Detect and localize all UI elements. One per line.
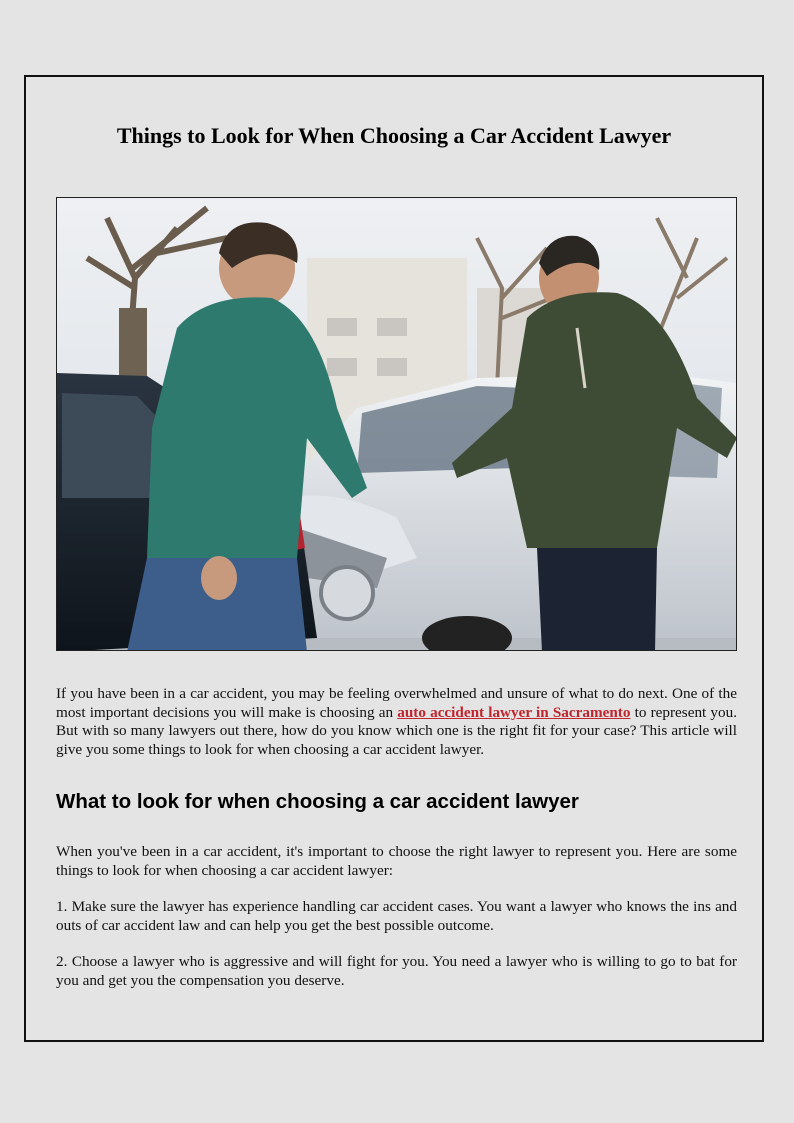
- document-page: [24, 75, 764, 1042]
- page-title: Things to Look for When Choosing a Car Accident Lawyer: [116, 123, 672, 148]
- intro-text-start: If you have been in a car accident, you may be feeling overwhelmed and unsure of what to do next. One of the most important decisions you will make is choosing an: [56, 685, 737, 721]
- accident-photo: [56, 197, 737, 651]
- section-heading: What to look for when choosing a car accident lawyer: [56, 790, 579, 813]
- sacramento-lawyer-link[interactable]: auto accident lawyer in Sacramento: [397, 703, 631, 721]
- intro-paragraph: [56, 685, 737, 759]
- list-item: 2. Choose a lawyer who is aggressive and will fight for you. You need a lawyer who is willing to go to bat for you and get you the compensation you deserve.: [56, 953, 737, 989]
- section-paragraph: When you've been in a car accident, it's important to choose the right lawyer to represent you. Here are some things to look for when choosing a car accident lawyer:: [56, 843, 737, 879]
- intro-text-end: to represent you. But with so many lawyers out there, how do you know which one is the right fit for your case? This article will give you some things to look for when choosing a car accident lawyer.: [56, 703, 738, 758]
- list-item: 1. Make sure the lawyer has experience handling car accident cases. You want a lawyer who knows the ins and outs of car accident law and can help you get the best possible outcome.: [56, 898, 737, 934]
